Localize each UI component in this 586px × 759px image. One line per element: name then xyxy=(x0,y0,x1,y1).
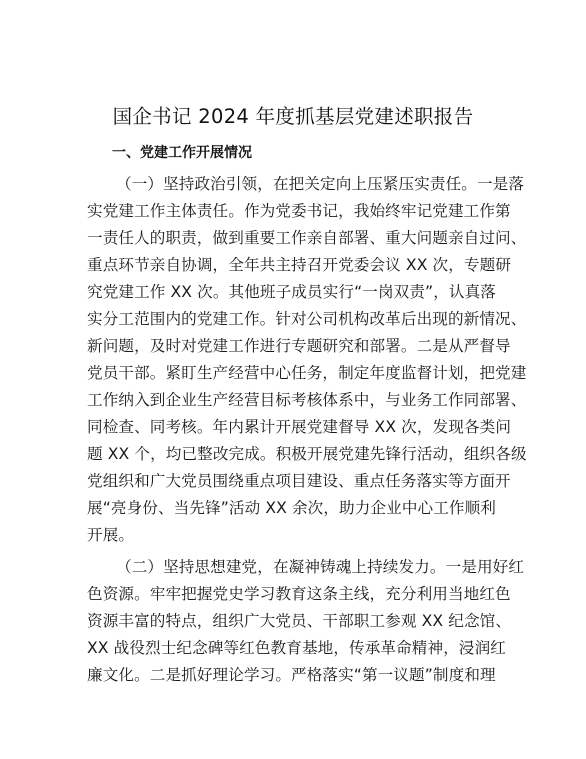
paragraph-1-line: 同检查、同考核。年内累计开展党建督导 XX 次，发现各类问 xyxy=(87,418,512,436)
paragraph-1-line: 实党建工作主体责任。作为党委书记，我始终牢记党建工作第 xyxy=(87,202,511,220)
paragraph-1-line: 开展。 xyxy=(87,526,135,544)
paragraph-2-line: XX 战役烈士纪念碑等红色教育基地，传承革命精神，浸润红 xyxy=(87,639,506,657)
paragraph-2-line: （二）坚持思想建党，在凝神铸魂上持续发力。一是用好红 xyxy=(116,558,525,576)
paragraph-1-line: 重点环节亲自协调，全年共主持召开党委会议 XX 次，专题研 xyxy=(87,256,512,274)
paragraph-1-line: 工作纳入到企业生产经营目标考核体系中，与业务工作同部署、 xyxy=(87,391,527,409)
document-title: 国企书记 2024 年度抓基层党建述职报告 xyxy=(112,105,474,128)
paragraph-1-line: 党组织和广大党员围绕重点项目建设、重点任务落实等方面开 xyxy=(87,472,511,490)
paragraph-1-line: 党员干部。紧盯生产经营中心任务，制定年度监督计划，把党建 xyxy=(87,364,527,382)
paragraph-1-line: 实分工范围内的党建工作。针对公司机构改革后出现的新情况、 xyxy=(87,310,527,328)
paragraph-2-line: 资源丰富的特点，组织广大党员、干部职工参观 XX 纪念馆、 xyxy=(87,612,512,630)
paragraph-2-line: 廉文化。二是抓好理论学习。严格落实“第一议题”制度和理 xyxy=(87,666,496,684)
paragraph-1-line: 题 XX 个，均已整改完成。积极开展党建先锋行活动，组织各级 xyxy=(87,445,527,463)
paragraph-1-line: 一责任人的职责，做到重要工作亲自部署、重大问题亲自过问、 xyxy=(87,229,527,247)
paragraph-1-line: 展“亮身份、当先锋”活动 XX 余次，助力企业中心工作顺利 xyxy=(87,499,496,517)
paragraph-1-line: 究党建工作 XX 次。其他班子成员实行“一岗双责”，认真落 xyxy=(87,283,496,301)
paragraph-1-line: （一）坚持政治引领，在把关定向上压紧压实责任。一是落 xyxy=(116,175,525,193)
section-heading: 一、党建工作开展情况 xyxy=(112,145,252,161)
paragraph-2-line: 色资源。牢牢把握党史学习教育这条主线，充分利用当地红色 xyxy=(87,585,511,603)
paragraph-1-line: 新问题，及时对党建工作进行专题研究和部署。二是从严督导 xyxy=(87,337,511,355)
